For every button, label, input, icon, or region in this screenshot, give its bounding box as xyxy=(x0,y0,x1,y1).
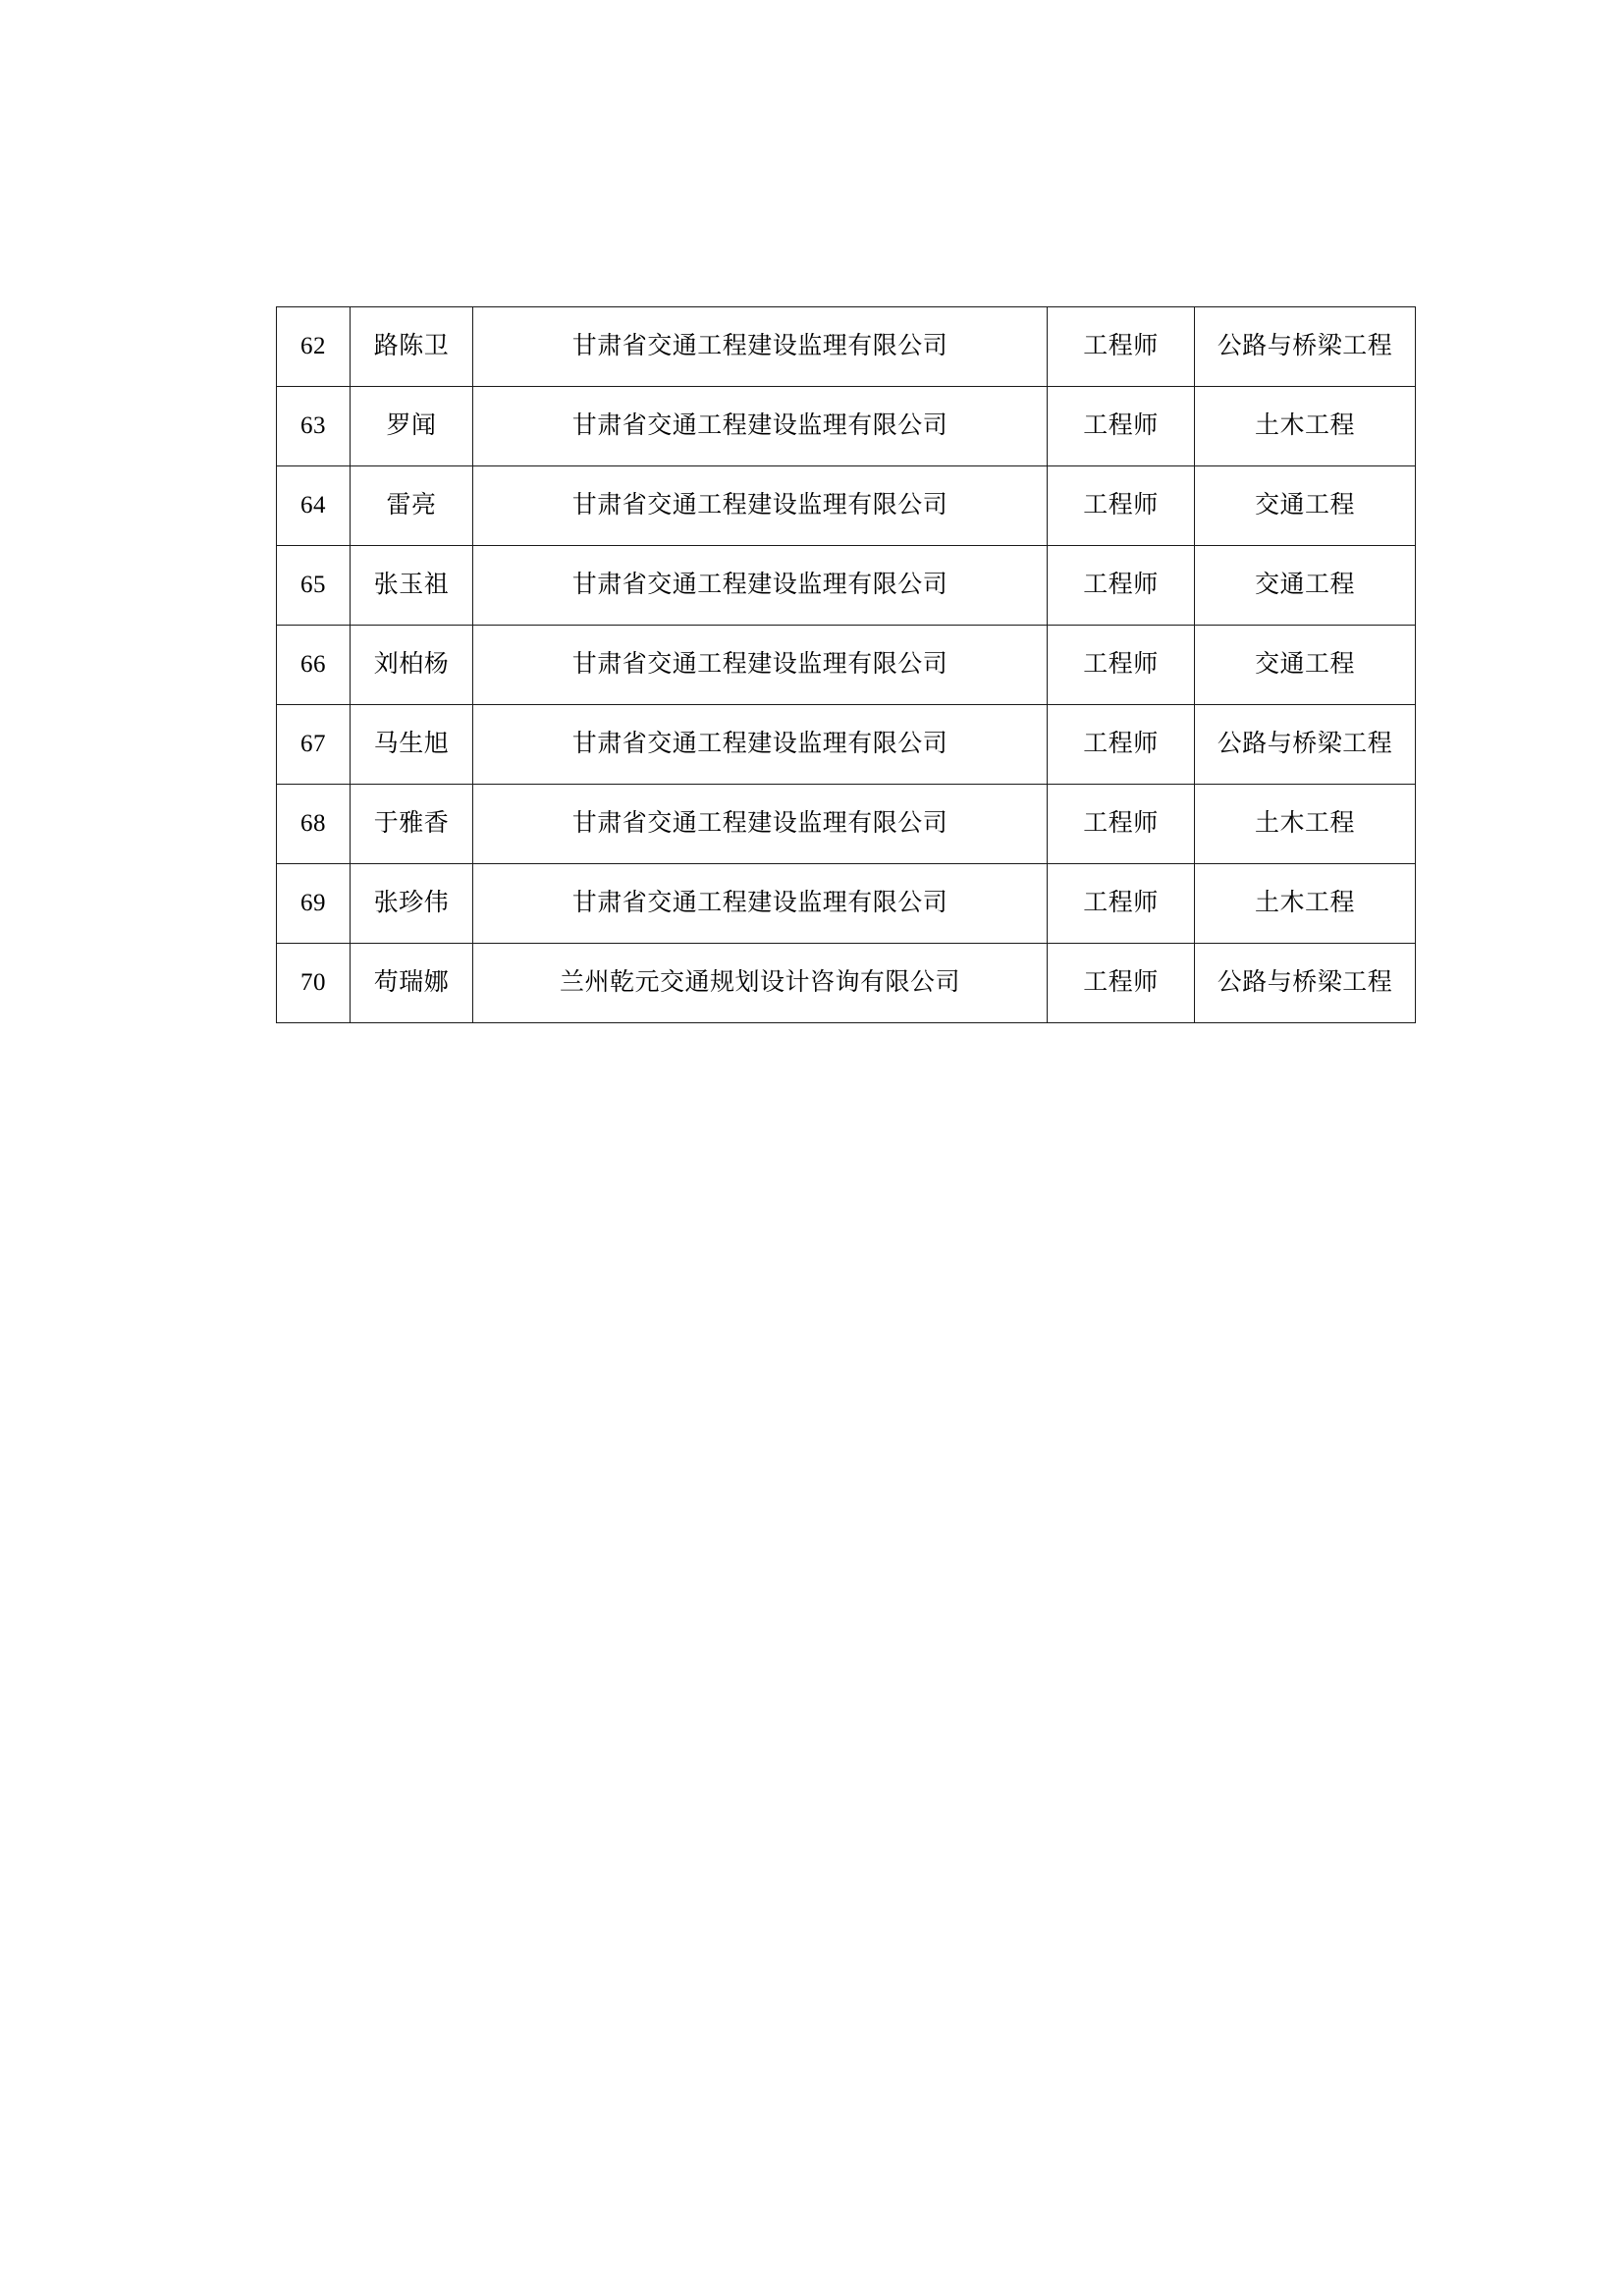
cell-title: 工程师 xyxy=(1048,546,1195,626)
cell-company: 甘肃省交通工程建设监理有限公司 xyxy=(473,785,1048,864)
cell-title: 工程师 xyxy=(1048,864,1195,944)
cell-title: 工程师 xyxy=(1048,785,1195,864)
cell-index: 68 xyxy=(277,785,351,864)
cell-name: 于雅香 xyxy=(351,785,473,864)
table-row xyxy=(277,307,1416,387)
cell-title: 工程师 xyxy=(1048,307,1195,387)
table-row xyxy=(277,626,1416,705)
cell-title: 工程师 xyxy=(1048,705,1195,785)
cell-index: 70 xyxy=(277,944,351,1023)
cell-company: 甘肃省交通工程建设监理有限公司 xyxy=(473,626,1048,705)
cell-index: 66 xyxy=(277,626,351,705)
cell-index: 64 xyxy=(277,466,351,546)
personnel-table xyxy=(276,306,1416,1023)
table-row xyxy=(277,785,1416,864)
cell-company: 甘肃省交通工程建设监理有限公司 xyxy=(473,546,1048,626)
cell-company: 甘肃省交通工程建设监理有限公司 xyxy=(473,307,1048,387)
cell-name: 雷亮 xyxy=(351,466,473,546)
cell-name: 路陈卫 xyxy=(351,307,473,387)
cell-name: 苟瑞娜 xyxy=(351,944,473,1023)
table-row xyxy=(277,387,1416,466)
cell-major: 交通工程 xyxy=(1195,546,1416,626)
cell-major: 交通工程 xyxy=(1195,626,1416,705)
cell-name: 罗闻 xyxy=(351,387,473,466)
cell-name: 刘柏杨 xyxy=(351,626,473,705)
cell-company: 兰州乾元交通规划设计咨询有限公司 xyxy=(473,944,1048,1023)
cell-major: 土木工程 xyxy=(1195,387,1416,466)
cell-title: 工程师 xyxy=(1048,387,1195,466)
cell-company: 甘肃省交通工程建设监理有限公司 xyxy=(473,864,1048,944)
cell-name: 马生旭 xyxy=(351,705,473,785)
cell-name: 张玉祖 xyxy=(351,546,473,626)
table-row xyxy=(277,546,1416,626)
cell-company: 甘肃省交通工程建设监理有限公司 xyxy=(473,705,1048,785)
table-row xyxy=(277,466,1416,546)
table-row xyxy=(277,705,1416,785)
cell-major: 土木工程 xyxy=(1195,864,1416,944)
cell-major: 交通工程 xyxy=(1195,466,1416,546)
table-row xyxy=(277,944,1416,1023)
cell-major: 公路与桥梁工程 xyxy=(1195,307,1416,387)
cell-title: 工程师 xyxy=(1048,466,1195,546)
cell-company: 甘肃省交通工程建设监理有限公司 xyxy=(473,466,1048,546)
cell-major: 公路与桥梁工程 xyxy=(1195,944,1416,1023)
table-body xyxy=(277,307,1416,1023)
cell-major: 土木工程 xyxy=(1195,785,1416,864)
table-row xyxy=(277,864,1416,944)
cell-title: 工程师 xyxy=(1048,944,1195,1023)
cell-title: 工程师 xyxy=(1048,626,1195,705)
cell-index: 67 xyxy=(277,705,351,785)
cell-name: 张珍伟 xyxy=(351,864,473,944)
cell-index: 62 xyxy=(277,307,351,387)
cell-company: 甘肃省交通工程建设监理有限公司 xyxy=(473,387,1048,466)
cell-major: 公路与桥梁工程 xyxy=(1195,705,1416,785)
cell-index: 69 xyxy=(277,864,351,944)
cell-index: 63 xyxy=(277,387,351,466)
cell-index: 65 xyxy=(277,546,351,626)
